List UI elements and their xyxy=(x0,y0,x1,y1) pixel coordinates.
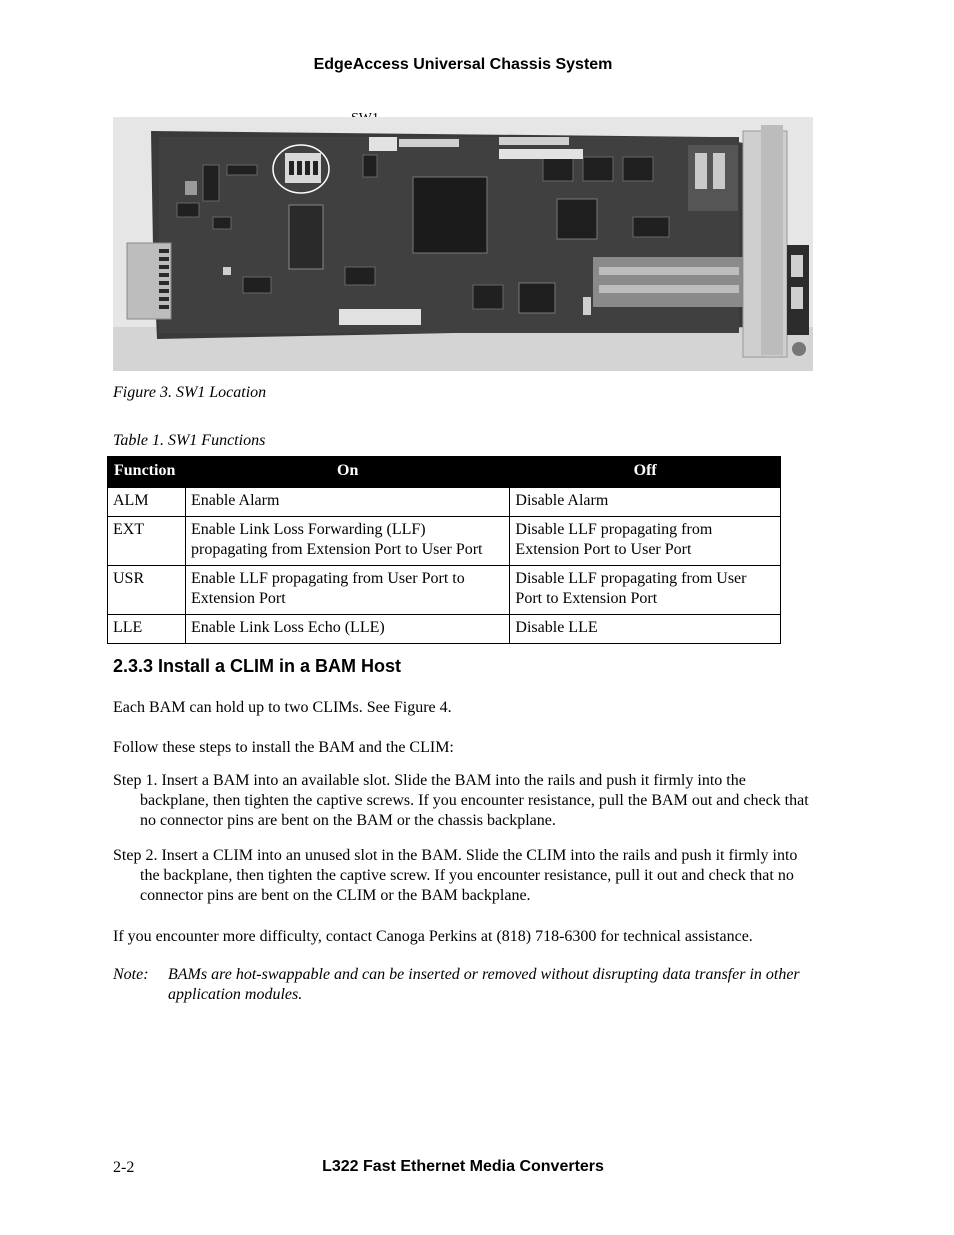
step-2: Step 2. Insert a CLIM into an unused slot in the BAM. Slide the CLIM into the rails and push it firmly into the backplane, then tighten the captive screw. If you encounter resistance, pull it out and check that no connector pins are bent on the CLIM or the BAM backplane. xyxy=(113,847,798,904)
cell-off: Disable Alarm xyxy=(510,488,781,517)
cell-on: Enable LLF propagating from User Port to Extension Port xyxy=(185,566,509,615)
table-row xyxy=(108,517,781,566)
table-row xyxy=(108,566,781,615)
table-caption: Table 1. SW1 Functions xyxy=(113,432,266,449)
cell-on: Enable Link Loss Echo (LLE) xyxy=(185,615,509,644)
cell-on: Enable Alarm xyxy=(185,488,509,517)
table-header-row xyxy=(108,457,781,488)
note xyxy=(113,965,818,1005)
running-footer-title: L322 Fast Ethernet Media Converters xyxy=(322,1158,604,1175)
paragraph-steps-intro: Follow these steps to install the BAM and the CLIM: xyxy=(113,739,454,756)
column-header-off: Off xyxy=(510,457,781,488)
cell-off: Disable LLE xyxy=(510,615,781,644)
figure-caption: Figure 3. SW1 Location xyxy=(113,384,267,401)
note-label: Note: xyxy=(113,966,149,983)
section-heading: 2.3.3 Install a CLIM in a BAM Host xyxy=(113,656,402,676)
column-header-on: On xyxy=(185,457,509,488)
cell-on: Enable Link Loss Forwarding (LLF) propagating from Extension Port to User Port xyxy=(185,517,509,566)
circuit-board-photo xyxy=(113,117,813,371)
cell-off: Disable LLF propagating from Extension Port to User Port xyxy=(510,517,781,566)
table-row xyxy=(108,488,781,517)
cell-function: EXT xyxy=(108,517,186,566)
paragraph-contact: If you encounter more difficulty, contact Canoga Perkins at (818) 718-6300 for technical assistance. xyxy=(113,928,753,945)
step-1: Step 1. Insert a BAM into an available slot. Slide the BAM into the rails and push it firmly into the backplane, then tighten the captive screws. If you encounter resistance, pull the BAM out and check that no connector pins are bent on the BAM or the chassis backplane. xyxy=(113,772,809,829)
table-row xyxy=(108,615,781,644)
note-text: BAMs are hot-swappable and can be inserted or removed without disrupting data transfer in other application modules. xyxy=(168,966,800,1003)
cell-function: USR xyxy=(108,566,186,615)
cell-off: Disable LLF propagating from User Port to Extension Port xyxy=(510,566,781,615)
page-number: 2-2 xyxy=(113,1159,135,1176)
column-header-function: Function xyxy=(108,457,186,488)
cell-function: ALM xyxy=(108,488,186,517)
sw1-functions-table xyxy=(107,456,781,644)
paragraph-bam-capacity: Each BAM can hold up to two CLIMs. See Figure 4. xyxy=(113,699,452,716)
cell-function: LLE xyxy=(108,615,186,644)
running-header: EdgeAccess Universal Chassis System xyxy=(313,56,613,73)
